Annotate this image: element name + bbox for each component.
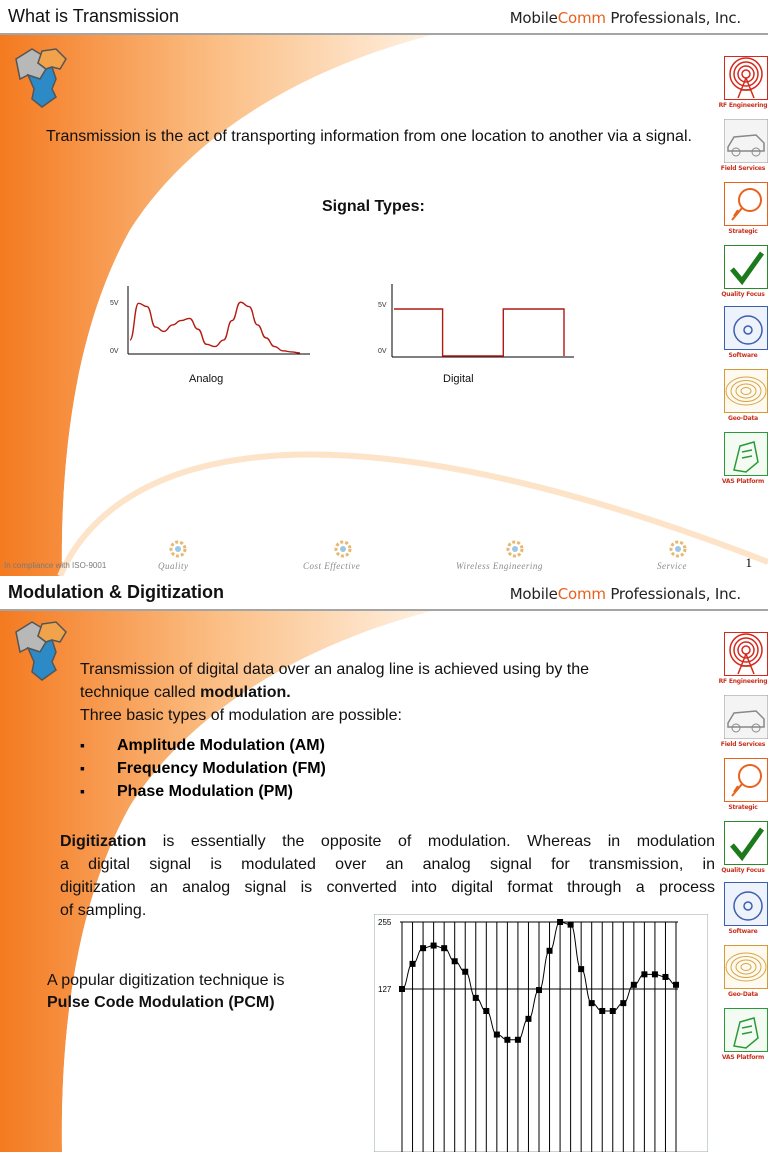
service-icon-label: Field Services <box>720 165 766 172</box>
icon-frame <box>724 821 768 865</box>
field-services-icon <box>724 119 768 163</box>
sample-point <box>515 1037 521 1043</box>
modulation-intro <box>80 658 720 727</box>
service-icon-label: Quality Focus <box>721 867 765 874</box>
sample-point <box>441 945 447 951</box>
modulation-intro-line3: Three basic types of modulation are possible: <box>80 707 402 724</box>
sample-point <box>589 1000 595 1006</box>
pcm-sampling-chart <box>374 914 708 1152</box>
sample-point <box>610 1008 616 1014</box>
sample-point <box>578 966 584 972</box>
digital-tick-5v: 5V <box>378 302 387 309</box>
software-icon <box>724 882 768 926</box>
sample-point <box>641 971 647 977</box>
service-icon-label: Geo-Data <box>728 991 758 998</box>
sample-point <box>547 948 553 954</box>
geo-data-icon <box>724 369 768 413</box>
sample-point <box>483 1008 489 1014</box>
strategic-icon <box>724 758 768 802</box>
sample-point <box>536 987 542 993</box>
gear-icon <box>505 539 525 559</box>
intro-paragraph: Transmission is the act of transporting information from one location to another via a signal. <box>46 128 692 145</box>
service-icon-label: Quality Focus <box>721 291 765 298</box>
analog-signal-chart <box>120 280 320 370</box>
iso-compliance-text: In compliance with ISO-9001 <box>4 561 107 570</box>
icon-frame <box>724 758 768 802</box>
list-item: ▪ Phase Modulation (PM) <box>80 780 326 803</box>
service-icon-label: Strategic <box>728 228 758 235</box>
puzzle-logo-icon <box>12 618 76 684</box>
vas-platform-icon <box>724 1008 768 1052</box>
slide-modulation-digitization <box>0 576 768 1152</box>
quality-focus-icon <box>724 821 768 865</box>
list-item: ▪ Frequency Modulation (FM) <box>80 757 326 780</box>
icon-frame <box>724 182 768 226</box>
service-icon-label: Geo-Data <box>728 415 758 422</box>
digital-signal-chart <box>380 280 580 370</box>
title-bar <box>0 0 768 35</box>
field-services-icon <box>724 695 768 739</box>
sample-point <box>410 961 416 967</box>
pcm-text: A popular digitization technique is Pulse Code Modulation (PCM) <box>47 972 285 1011</box>
page-number: 1 <box>745 555 752 570</box>
sample-point <box>557 919 563 925</box>
service-icon-label: RF Engineering <box>718 678 768 685</box>
gear-icon <box>668 539 688 559</box>
footer-cost-effective: Cost Effective <box>303 561 361 571</box>
rf-engineering-icon <box>724 56 768 100</box>
list-item: ▪ Amplitude Modulation (AM) <box>80 734 326 757</box>
signal-types-heading: Signal Types: <box>322 198 425 215</box>
strategic-icon <box>724 182 768 226</box>
title-bar <box>0 576 768 611</box>
gear-icon <box>333 539 353 559</box>
geo-data-icon <box>724 945 768 989</box>
digital-label: Digital <box>443 373 474 385</box>
modulation-types-list <box>80 734 326 803</box>
slide-title: What is Transmission <box>8 6 180 26</box>
pcm-tick-255: 255 <box>378 918 392 927</box>
icon-frame <box>724 245 768 289</box>
analog-tick-0v: 0V <box>110 348 119 355</box>
footer-service: Service <box>657 561 687 571</box>
signal-line <box>130 302 300 353</box>
sample-point <box>631 982 637 988</box>
sample-point <box>452 958 458 964</box>
digital-tick-0v: 0V <box>378 348 387 355</box>
sample-point <box>473 995 479 1001</box>
footer-quality: Quality <box>158 561 189 571</box>
digitization-paragraph: Digitization is essentially the opposite of modulation. Whereas in modulation a digital signal is modulated over an analog signal for transmission, in digitization an analog signal is converted into digital format through a process of sampling. <box>60 833 715 919</box>
sample-point <box>399 986 405 992</box>
sample-point <box>431 943 437 949</box>
modulation-intro-line1: Transmission of digital data over an analog line is achieved using by the <box>80 661 590 678</box>
modulation-intro-line2: technique called modulation. <box>80 684 291 701</box>
footer <box>0 543 768 576</box>
puzzle-logo-icon <box>12 45 76 111</box>
service-icon-label: Software <box>728 928 758 935</box>
rf-engineering-icon <box>724 632 768 676</box>
analog-tick-5v: 5V <box>110 300 119 307</box>
sample-point <box>673 982 679 988</box>
brand-name: MobileComm Professionals, Inc. <box>509 585 741 603</box>
footer-wireless-engineering: Wireless Engineering <box>456 561 543 571</box>
icon-frame <box>724 1008 768 1052</box>
pcm-tick-127: 127 <box>378 985 392 994</box>
slide-title: Modulation & Digitization <box>8 582 224 602</box>
quality-focus-icon <box>724 245 768 289</box>
signal-line <box>394 309 564 356</box>
sample-point <box>504 1037 510 1043</box>
sample-point <box>662 974 668 980</box>
gear-icon <box>168 539 188 559</box>
icon-frame <box>724 432 768 476</box>
service-icon-label: Strategic <box>728 804 758 811</box>
sample-point <box>420 945 426 951</box>
sample-point <box>494 1032 500 1038</box>
service-icon-label: Software <box>728 352 758 359</box>
sample-point <box>620 1000 626 1006</box>
software-icon <box>724 306 768 350</box>
service-icon-label: RF Engineering <box>718 102 768 109</box>
analog-label: Analog <box>189 373 224 385</box>
service-icon-label: VAS Platform <box>721 1054 765 1061</box>
sample-point <box>652 971 658 977</box>
brand-name: MobileComm Professionals, Inc. <box>509 9 741 27</box>
vas-platform-icon <box>724 432 768 476</box>
sample-point <box>525 1016 531 1022</box>
sample-point <box>599 1008 605 1014</box>
service-icon-label: Field Services <box>720 741 766 748</box>
sample-point <box>568 922 574 928</box>
service-icon-label: VAS Platform <box>721 478 765 485</box>
sample-point <box>462 969 468 975</box>
